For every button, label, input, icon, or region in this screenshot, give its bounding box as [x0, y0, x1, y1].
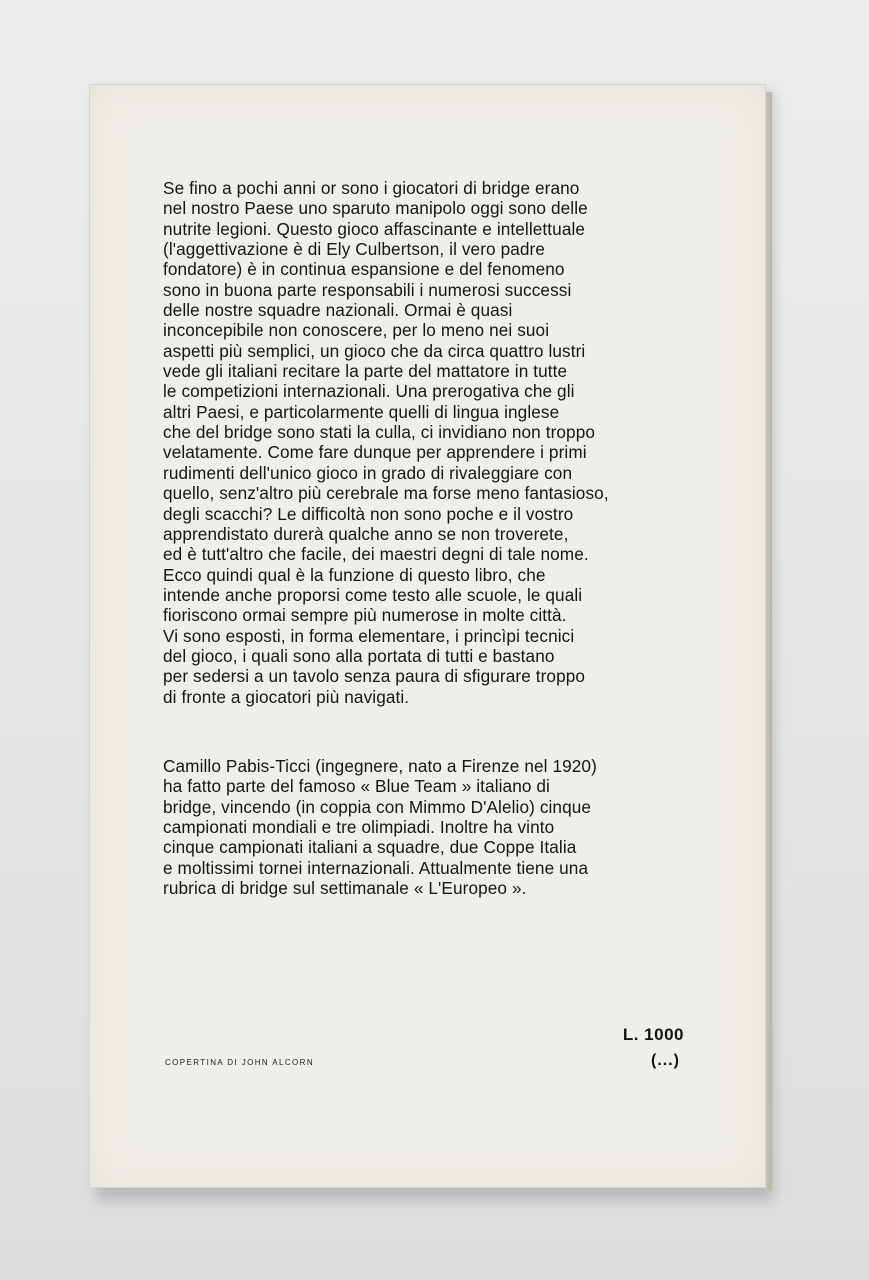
- blurb-line: (l'aggettivazione è di Ely Culbertson, il vero padre: [163, 239, 546, 260]
- blurb-line: altri Paesi, e particolarmente quelli di lingua inglese: [163, 401, 560, 422]
- author-bio-line: rubrica di bridge sul settimanale « L'Europeo ».: [163, 878, 527, 899]
- cover-credit: COPERTINA DI JOHN ALCORN: [165, 1058, 315, 1067]
- blurb-line: degli scacchi? Le difficoltà non sono poche e il vostro: [163, 503, 574, 524]
- blurb-line: delle nostre squadre nazionali. Ormai è quasi: [163, 300, 513, 321]
- blurb-line: di fronte a giocatori più navigati.: [163, 686, 410, 707]
- back-cover: [89, 84, 766, 1188]
- blurb-line: Se fino a pochi anni or sono i giocatori di bridge erano: [163, 178, 580, 198]
- blurb-line: le competizioni internazionali. Una prerogativa che gli: [163, 381, 575, 402]
- blurb-line: che del bridge sono stati la culla, ci invidiano non troppo: [163, 422, 596, 443]
- blurb-line: Ecco quindi qual è la funzione di questo libro, che: [163, 564, 546, 585]
- blurb-line: fioriscono ormai sempre più numerose in molte città.: [163, 605, 567, 626]
- blurb-paragraph: [163, 178, 723, 707]
- author-bio-line: cinque campionati italiani a squadre, due Coppe Italia: [163, 837, 577, 858]
- blurb-line: nel nostro Paese uno sparuto manipolo oggi sono delle: [163, 198, 588, 219]
- blurb-line: ed è tutt'altro che facile, dei maestri degni di tale nome.: [163, 544, 589, 565]
- blurb-line: sono in buona parte responsabili i numerosi successi: [163, 279, 572, 300]
- author-bio-line: campionati mondiali e tre olimpiadi. Inoltre ha vinto: [163, 817, 555, 838]
- blurb-line: quello, senz'altro più cerebrale ma forse meno fantasioso,: [163, 483, 609, 504]
- price-label: L. 1000: [622, 1025, 684, 1044]
- blurb-line: aspetti più semplici, un gioco che da circa quattro lustri: [163, 340, 586, 361]
- blurb-line: intende anche proporsi come testo alle scuole, le quali: [163, 584, 583, 605]
- author-bio-line: bridge, vincendo (in coppia con Mimmo D'Alelio) cinque: [163, 796, 592, 817]
- author-bio-line: Camillo Pabis-Ticci (ingegnere, nato a Firenze nel 1920): [163, 756, 597, 776]
- blurb-line: apprendistato durerà qualche anno se non troverete,: [163, 523, 569, 544]
- price-note: (...): [651, 1052, 680, 1069]
- blurb-line: nutrite legioni. Questo gioco affascinante e intellettuale: [163, 218, 586, 239]
- blurb-line: rudimenti dell'unico gioco in grado di rivaleggiare con: [163, 462, 573, 483]
- blurb-line: velatamente. Come fare dunque per apprendere i primi: [163, 442, 587, 463]
- blurb-line: inconcepibile non conoscere, per lo meno nei suoi: [163, 320, 550, 341]
- author-bio-paragraph: [163, 756, 723, 898]
- blurb-line: vede gli italiani recitare la parte del mattatore in tutte: [163, 361, 568, 382]
- blurb-line: per sedersi a un tavolo senza paura di sfigurare troppo: [163, 666, 586, 687]
- blurb-line: Vi sono esposti, in forma elementare, i princìpi tecnici: [163, 625, 575, 646]
- blurb-line: fondatore) è in continua espansione e del fenomeno: [163, 259, 565, 280]
- blurb-line: del gioco, i quali sono alla portata di tutti e bastano: [163, 645, 555, 666]
- author-bio-line: e moltissimi tornei internazionali. Attualmente tiene una: [163, 857, 589, 878]
- author-bio-line: ha fatto parte del famoso « Blue Team » italiano di: [163, 776, 550, 797]
